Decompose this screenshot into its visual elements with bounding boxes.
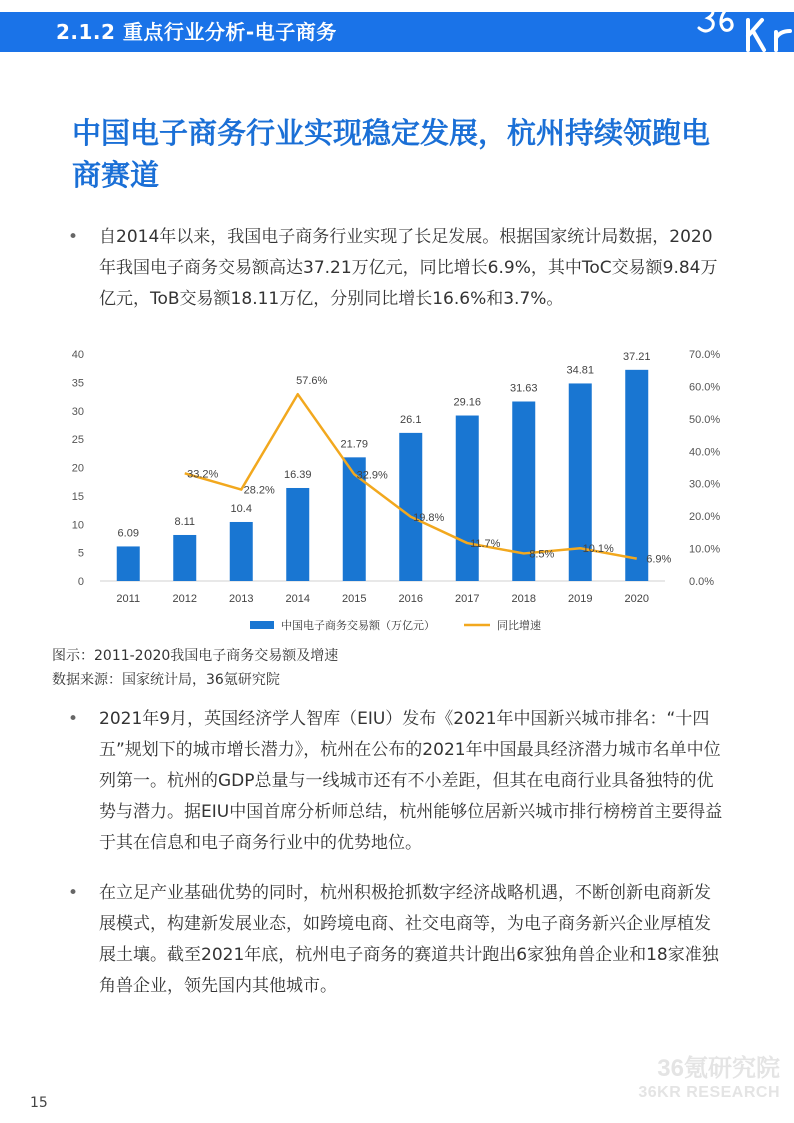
bullet-dot-icon: • [68,709,79,729]
line-value-label: 10.1% [582,543,614,556]
bullet-dot-icon: • [68,883,79,903]
line-value-label: 11.7% [470,538,501,551]
bar-value-label: 29.16 [453,396,482,409]
figure-caption: 图示：2011-2020我国电子商务交易额及增速 [52,648,339,664]
y-left-tick-label: 15 [71,490,84,503]
x-tick-label: 2019 [568,593,593,605]
line-value-label: 33.2% [187,468,219,481]
36kr-logo [696,0,794,52]
watermark-en: 36KR RESEARCH [638,1084,780,1101]
line-value-label: 19.8% [413,511,445,524]
x-tick-label: 2013 [229,593,254,605]
page-title: 中国电子商务行业实现稳定发展，杭州持续领跑电商赛道 [72,116,711,192]
bar-value-label: 21.79 [340,438,369,451]
watermark [620,1055,780,1103]
page-number: 15 [30,1095,48,1111]
bar-value-label: 31.63 [509,382,538,395]
y-right-tick-label: 60.0% [689,381,721,394]
section-title: 2.1.2 重点行业分析-电子商务 [56,20,337,44]
y-left-tick-label: 5 [77,547,84,560]
x-tick-label: 2015 [342,593,367,605]
y-right-tick-label: 0.0% [689,576,715,588]
y-left-tick-label: 35 [71,377,84,390]
bar [173,535,196,581]
legend-bar-label: 中国电子商务交易额（万亿元） [281,620,435,632]
y-right-tick-label: 70.0% [689,349,721,361]
legend-line-label: 同比增速 [497,620,541,632]
bullet-dot-icon: • [68,227,79,247]
ecommerce-chart [60,340,740,640]
source-caption: 数据来源：国家统计局，36氪研究院 [52,672,280,688]
y-right-tick-label: 40.0% [689,446,721,459]
y-right-tick-label: 10.0% [689,543,721,556]
x-tick-label: 2018 [511,593,536,605]
y-left-tick-label: 40 [71,349,84,361]
bar-value-label: 37.21 [622,350,651,363]
bullet-text: 在立足产业基础优势的同时，杭州积极抢抓数字经济战略机遇，不断创新电商新发展模式，构建新发展业态，如跨境电商、社交电商等，为电子商务新兴企业厚植发展土壤。截至2021年底，杭州电子商务的赛道共计跑出6家独角兽企业和18家准独角兽企业，领先国内其他城市。 [99,883,719,996]
y-left-tick-label: 25 [71,434,84,447]
bar-value-label: 10.4 [230,502,252,515]
y-right-tick-label: 20.0% [689,511,721,524]
bar [230,522,253,581]
bar [456,416,479,581]
bar-value-label: 8.11 [174,515,196,528]
bar [625,370,648,581]
bullet-text: 自2014年以来，我国电子商务行业实现了长足发展。根据国家统计局数据，2020年我国电子商务交易额高达37.21万亿元，同比增长6.9%，其中ToC交易额9.84万亿元，ToB交易额18.11万亿，分别同比增长16.6%和3.7%。 [99,227,718,309]
bar-value-label: 34.81 [566,364,595,377]
x-tick-label: 2016 [398,593,423,605]
line-value-label: 8.5% [529,548,555,561]
line-value-label: 6.9% [646,553,672,566]
header-bar [0,12,794,52]
bar [286,488,309,581]
bar-value-label: 26.1 [400,413,422,426]
bullet-text: 2021年9月，英国经济学人智库（EIU）发布《2021年中国新兴城市排名：“十四五”规划下的城市增长潜力》，杭州在公布的2021年中国最具经济潜力城市名单中位列第一。杭州的GDP总量与一线城市还有不小差距，但其在电商行业具备独特的优势与潜力。据EIU中国首席分析师总结，杭州能够位居新兴城市排行榜榜首主要得益于其在信息和电子商务行业中的优势地位。 [99,709,723,853]
y-right-tick-label: 30.0% [689,478,721,491]
line-value-label: 32.9% [356,469,388,482]
y-left-tick-label: 10 [71,519,84,532]
y-left-tick-label: 30 [71,405,84,418]
x-tick-label: 2011 [116,593,141,605]
bar-value-label: 16.39 [283,468,312,481]
line-value-label: 57.6% [296,375,328,388]
legend-bar-swatch [250,621,274,629]
bar [117,546,140,581]
x-tick-label: 2012 [172,593,197,605]
x-tick-label: 2014 [285,593,310,605]
bar-value-label: 6.09 [117,527,139,540]
y-left-tick-label: 20 [71,462,84,475]
line-value-label: 28.2% [243,484,275,497]
x-tick-label: 2020 [624,593,649,605]
y-right-tick-label: 50.0% [689,413,721,426]
watermark-cn: 36氪研究院 [657,1055,780,1082]
x-tick-label: 2017 [455,593,480,605]
y-left-tick-label: 0 [77,576,84,588]
bar [399,433,422,581]
